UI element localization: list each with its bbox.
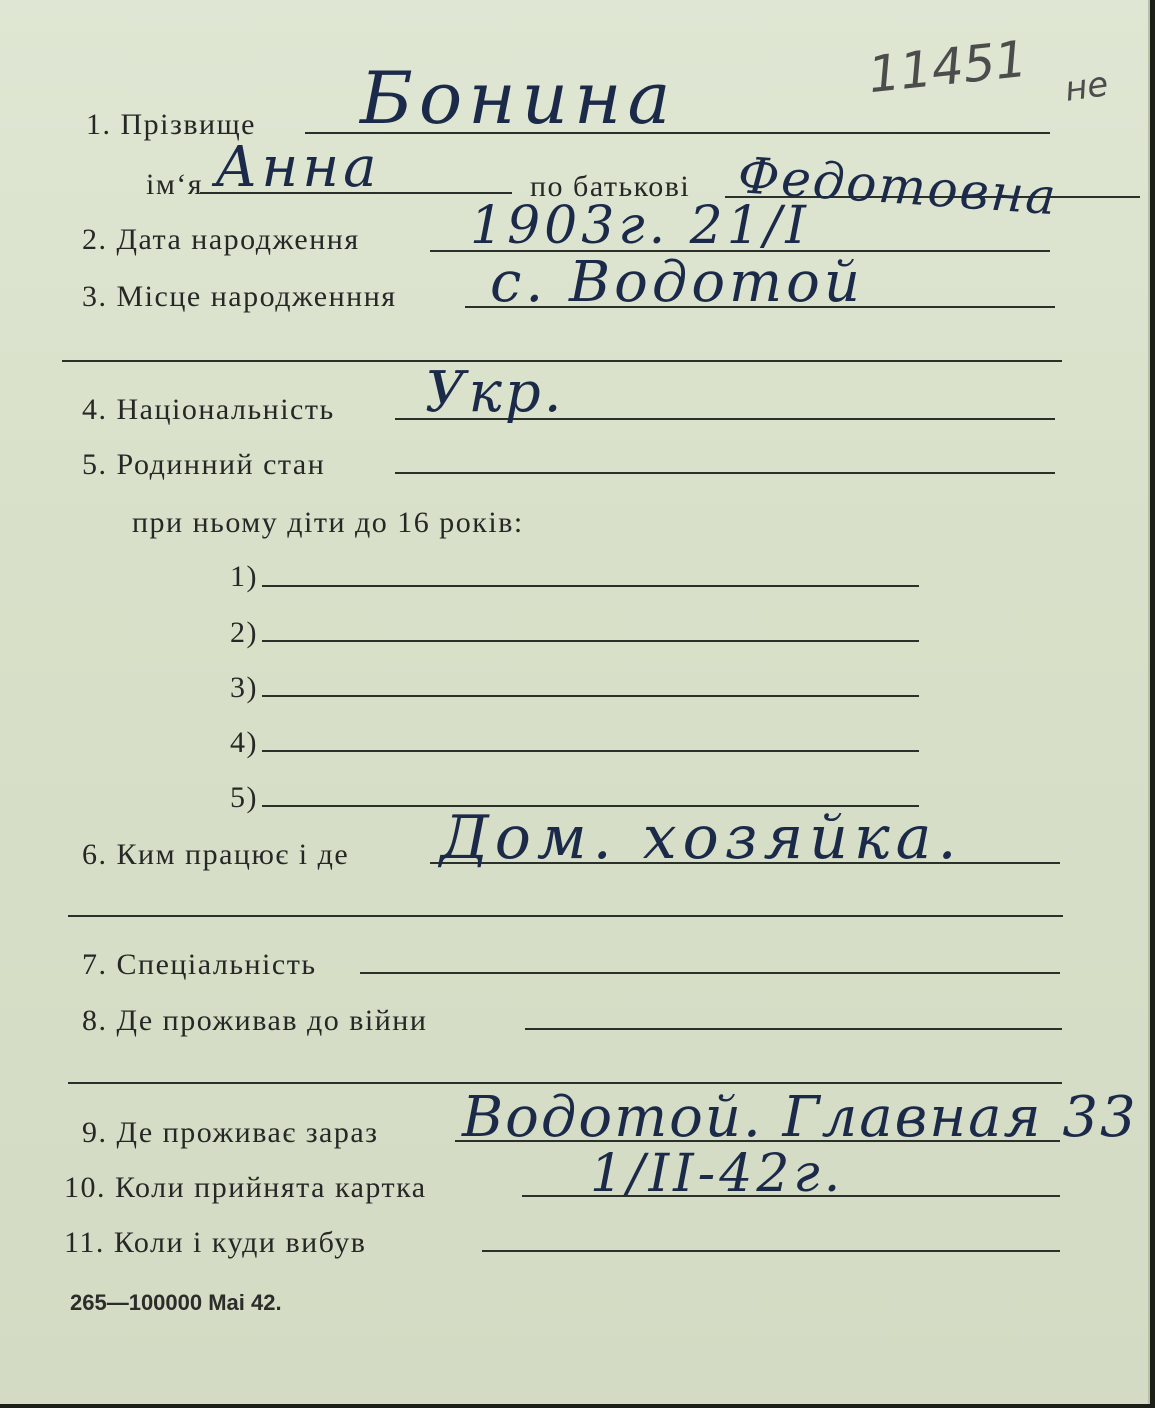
departed-label: 11. Коли і куди вибув <box>64 1226 367 1259</box>
child-1-label: 1) <box>230 560 258 593</box>
children-label: при ньому діти до 16 років: <box>132 506 524 539</box>
accepted-label: 10. Коли прийнята картка <box>64 1171 427 1204</box>
child-3-label: 3) <box>230 671 258 704</box>
birthplace-value: с. Водотой <box>490 250 864 315</box>
surname-value: Бонина <box>360 56 677 140</box>
specialty-label: 7. Спеціальність <box>82 948 317 981</box>
child-2-line <box>262 640 919 642</box>
marital-line <box>395 472 1055 474</box>
current-label: 9. Де проживає зараз <box>82 1116 379 1149</box>
name-value: Анна <box>215 135 381 200</box>
work-value: Дом. хозяйка. <box>440 803 963 873</box>
prewar-label: 8. Де проживав до війни <box>82 1004 428 1037</box>
specialty-line <box>360 972 1060 974</box>
child-4-label: 4) <box>230 726 258 759</box>
work-continuation-line <box>68 915 1063 917</box>
work-label: 6. Ким працює і де <box>82 838 350 871</box>
prewar-continuation-line <box>68 1082 1062 1084</box>
child-5-label: 5) <box>230 781 258 814</box>
name-label: ім‘я <box>146 168 204 201</box>
birthdate-label: 2. Дата народження <box>82 223 360 256</box>
nationality-value: Укр. <box>425 360 565 425</box>
print-code: 265—100000 Mai 42. <box>70 1290 282 1315</box>
child-4-line <box>262 750 919 752</box>
accepted-value: 1/ІІ-42г. <box>590 1144 845 1204</box>
patronymic-label: по батькові <box>530 170 691 203</box>
registry-number: 11451 <box>865 29 1030 105</box>
nationality-label: 4. Національність <box>82 393 335 426</box>
child-2-label: 2) <box>230 616 258 649</box>
child-3-line <box>262 695 919 697</box>
registry-suffix: не <box>1062 64 1111 110</box>
departed-line <box>482 1250 1060 1252</box>
birthdate-value: 1903г. 21/І <box>470 196 810 256</box>
prewar-line <box>525 1028 1062 1030</box>
child-1-line <box>262 585 919 587</box>
birthplace-label: 3. Місце народженння <box>82 280 397 313</box>
surname-label: 1. Прізвище <box>86 108 256 141</box>
marital-label: 5. Родинний стан <box>82 448 326 481</box>
current-value: Водотой. Главная 33 <box>462 1085 1138 1150</box>
patronymic-value: Федотовна <box>735 146 1060 227</box>
